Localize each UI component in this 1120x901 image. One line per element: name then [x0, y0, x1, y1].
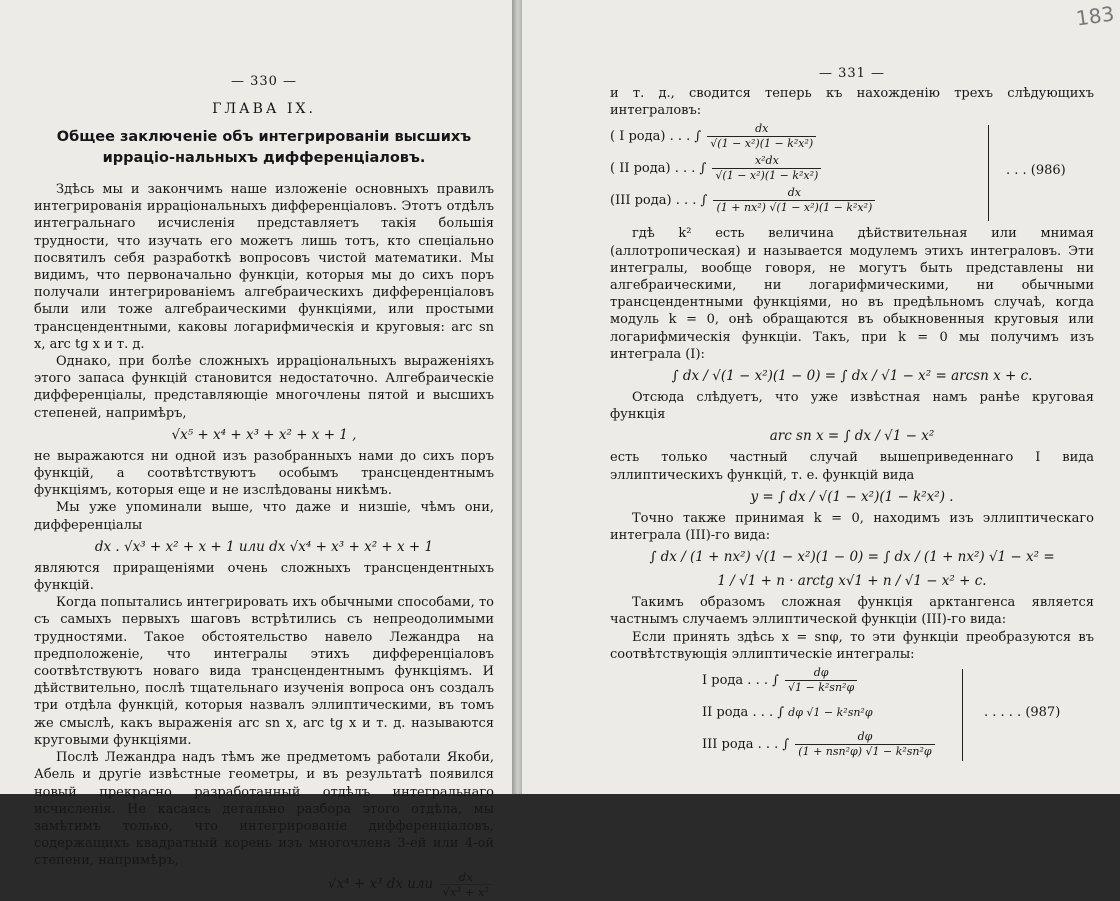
formula: arc sn x = ∫ dx / √1 − x² — [769, 428, 935, 445]
brace — [962, 669, 963, 761]
formula: 1 / √1 + n · arctg x√1 + n / √1 − x² + c. — [717, 573, 987, 590]
paragraph: и т. д., сводится теперь къ нахожденiю трехъ слѣдующихъ интеграловъ: — [610, 86, 1094, 119]
integrand: dφ √1 − k²sn²φ — [788, 706, 873, 720]
margin-note: 183 — [1074, 1, 1116, 31]
row-label: ( I рода) . . . ∫ — [610, 129, 702, 145]
numerator: dx — [755, 122, 769, 136]
paragraph: есть только частный случай вышеприведеннаго I вида эллиптическихъ функцій, т. е. функцiй вида — [610, 450, 1094, 483]
denominator: √x³ + x² — [440, 884, 492, 899]
fraction — [785, 666, 857, 695]
page-number: — 330 — — [230, 74, 298, 89]
formula-part: √x⁴ + x³ dx или — [327, 875, 434, 892]
row-label: II рода . . . ∫ — [702, 705, 785, 721]
numerator: dφ — [813, 666, 829, 680]
formula: √x⁵ + x⁴ + x³ + x² + x + 1 , — [171, 426, 357, 443]
paragraph: Здѣсь мы и закончимъ наше изложенiе основныхъ правилъ интегрированiя ирраціональныхъ дифференціаловъ. Этотъ отдѣлъ интегральнаго исчисленiя представляетъ такія большія трудности, что изучать его можетъ лишь тотъ, кто спеціально посвятилъ себя разработкѣ вопросовъ чистой математики. Мы видимъ, что первоначально функцiи, которыя мы до сихъ поръ получали интегрированiемъ алгебраическихъ дифференціаловъ были или тоже алгебраическими функціями, или простыми трансцендентными, каковы логарифмическія и круговыя: arc sn x, arc tg x и т. д. — [34, 182, 494, 352]
equation-row — [702, 665, 952, 697]
numerator: dφ — [857, 730, 873, 744]
fraction — [707, 122, 816, 151]
row-label: I рода . . . ∫ — [702, 673, 779, 689]
equation-row — [702, 697, 952, 729]
equation-row — [610, 121, 970, 153]
section-title: Общее заключенie объ интегрированiи высшихъ ирраціо-нальныхъ дифференціаловъ. — [56, 129, 472, 166]
formula: dx . √x³ + x² + x + 1 или dx √x⁴ + x³ + x² + x + 1 — [94, 538, 434, 555]
formula: y = ∫ dx / √(1 − x²)(1 − k²x²) . — [750, 488, 954, 505]
equation-number: . . . . . (987) — [984, 705, 1061, 721]
equation-number: . . . (986) — [1006, 163, 1066, 179]
equation-system-987 — [610, 665, 1094, 765]
numerator: x²dx — [754, 154, 779, 168]
denominator: √(1 − x²)(1 − k²x²) — [707, 136, 816, 151]
paragraph: Когда попытались интегрировать ихъ обычными способами, то съ самыхъ первыхъ шаговъ встрѣтились съ непреодолимыми трудностями. Такое обстоятельство навело Лежандра на предположенiе, что интегралы этихъ дифференціаловъ соотвѣтствуютъ новаго вида трансцендентнымъ функціямъ. И дѣйствительно, послѣ тщательнаго изученiя вопроса онъ создалъ три отдѣла функцій, которыя назвалъ эллиптическими, въ томъ же смыслѣ, какъ выраженiя arc sn x, arc tg x и т. д. называются круговыми функціями. — [34, 595, 494, 748]
brace — [988, 125, 989, 221]
paragraph: Такимъ образомъ сложная функція арктангенса является частнымъ случаемъ эллиптической функцiи (III)-го вида: — [610, 595, 1094, 628]
denominator: √1 − k²sn²φ — [785, 680, 857, 695]
denominator: (1 + nx²) √(1 − x²)(1 − k²x²) — [713, 200, 875, 215]
paragraph: Мы уже упоминали выше, что даже и низшiе, чѣмъ они, дифференціалы — [34, 500, 494, 533]
formula — [34, 870, 494, 899]
equation-row — [702, 729, 952, 761]
paragraph: не выражаются ни одной изъ разобранныхъ нами до сихъ поръ функцій, а соотвѣтствуютъ особымъ трансцендентнымъ функціямъ, которыя еще и не изслѣдованы никѣмъ. — [34, 448, 494, 499]
paragraph: Точно также принимая k = 0, находимъ изъ эллиптическаго интеграла (III)-го вида: — [610, 510, 1094, 544]
right-page — [522, 0, 1120, 794]
numerator: dx — [787, 186, 801, 200]
formula: ∫ dx / (1 + nx²) √(1 − x²)(1 − 0) = ∫ dx / (1 + nx²) √1 − x² = — [649, 549, 1055, 566]
paragraph: Если принять здѣсь x = snφ, то эти функцiи преобразуются въ соотвѣтствующія эллиптическіе интегралы: — [610, 629, 1094, 662]
paragraph: Отсюда слѣдуетъ, что уже извѣстная намъ ранѣе круговая функція — [610, 390, 1094, 423]
fraction — [712, 154, 821, 183]
chapter-heading: ГЛАВА IX. — [212, 101, 316, 117]
row-label: III рода . . . ∫ — [702, 737, 790, 753]
paragraph: являются приращенiями очень сложныхъ трансцендентныхъ функцій. — [34, 560, 494, 594]
row-label: ( II рода) . . . ∫ — [610, 161, 707, 177]
paragraph: Послѣ Лежандра надъ тѣмъ же предметомъ работали Якоби, Абель и другiе извѣстные геометры, и въ результатѣ появился новый прекрасно разработанный отдѣлъ интегральнаго исчисленiя. Не касаясь детально разбора этого отдѣла, мы замѣтимъ только, что интегрированiе дифференціаловъ, содержащихъ квадратный корень изъ многочлена 3-ей или 4-ой степени, напримѣръ, — [34, 750, 494, 869]
row-label: (III рода) . . . ∫ — [610, 193, 708, 209]
equation-row — [610, 153, 970, 185]
equation-system-986 — [610, 121, 1094, 225]
fraction — [440, 870, 492, 899]
paragraph: Однако, при болѣе сложныхъ ирраціональныхъ выраженiяхъ этого запаса функцій становится недостаточно. Алгебраическіе дифференціалы, представляющіе многочлены пятой и высшихъ степеней, напримѣръ, — [34, 354, 494, 421]
page-number: — 331 — — [818, 66, 886, 81]
numerator: dx — [458, 869, 473, 884]
formula: ∫ dx / √(1 − x²)(1 − 0) = ∫ dx / √1 − x² = arcsn x + c. — [671, 368, 1033, 385]
fraction — [713, 186, 875, 215]
equation-row — [610, 185, 970, 217]
denominator: (1 + nsn²φ) √1 − k²sn²φ — [795, 744, 934, 759]
fraction — [795, 730, 934, 759]
paragraph: гдѣ k² есть величина дѣйствительная или мнимая (аллотропическая) и называется модулемъ этихъ интеграловъ. Эти интегралы, вообще говоря, не могутъ быть представлены ни алгебраическими, ни логарифмическими, ни обычными трансцендентными функціями, но въ предѣльномъ случаѣ, когда модуль k = 0, онѣ обращаются въ обыкновенныя круговыя или логарифмическія функцiи. Такъ, при k = 0 мы получимъ изъ интеграла (I): — [610, 226, 1094, 362]
left-page — [0, 0, 516, 899]
denominator: √(1 − x²)(1 − k²x²) — [712, 168, 821, 183]
